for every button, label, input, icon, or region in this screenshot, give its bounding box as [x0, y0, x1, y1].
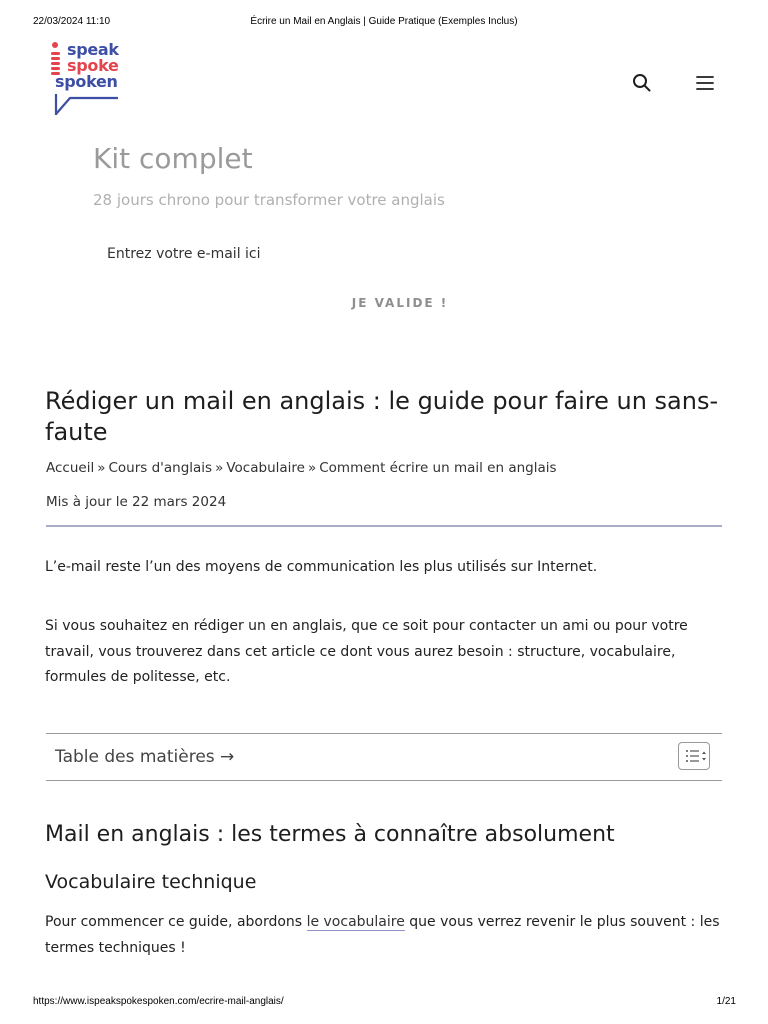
section-heading: Mail en anglais : les termes à connaître absolument	[45, 822, 615, 847]
intro-paragraph-2: Si vous souhaitez en rédiger un en anglais, que ce soit pour contacter un ami ou pour votre travail, vous trouverez dans cet article ce dont vous aurez besoin : structure, vocabulaire, formules de politesse, etc.	[45, 618, 688, 685]
logo-word-speak: speak	[67, 40, 119, 59]
site-logo[interactable]	[48, 38, 128, 120]
print-header	[0, 16, 768, 30]
subsection-heading: Vocabulaire technique	[45, 871, 257, 893]
validate-button[interactable]: JE VALIDE !	[320, 290, 480, 316]
breadcrumb-home[interactable]: Accueil	[46, 460, 95, 476]
print-footer	[0, 996, 768, 1010]
breadcrumb-current: Comment écrire un mail en anglais	[319, 460, 557, 476]
logo-word-spoken: spoken	[55, 72, 118, 91]
divider	[46, 525, 722, 527]
vocabulary-link[interactable]: le vocabulaire	[306, 914, 405, 930]
breadcrumb-vocabulary[interactable]: Vocabulaire	[226, 460, 305, 476]
body-text-end: que vous verrez revenir le plus souvent : les termes techniques !	[45, 914, 720, 956]
print-date: 22/03/2024 11:10	[33, 16, 111, 27]
logo-speech-tail-icon	[54, 90, 120, 118]
toc-list-icon	[679, 743, 709, 769]
toc-toggle-button[interactable]	[678, 742, 710, 770]
search-icon[interactable]	[631, 72, 653, 94]
table-of-contents[interactable]	[46, 733, 722, 781]
menu-icon[interactable]	[694, 72, 716, 94]
print-url: https://www.ispeakspokespoken.com/ecrire-mail-anglais/	[33, 996, 284, 1007]
intro-paragraph-1: L’e-mail reste l’un des moyens de communication les plus utilisés sur Internet.	[45, 559, 598, 575]
toc-label[interactable]: Table des matières →	[55, 747, 235, 767]
breadcrumb	[46, 460, 557, 476]
logo-word-spoke: spoke	[67, 56, 119, 75]
breadcrumb-courses[interactable]: Cours d'anglais	[108, 460, 213, 476]
email-input[interactable]	[96, 238, 667, 270]
promo-subtitle: 28 jours chrono pour transformer votre anglais	[93, 191, 445, 209]
print-page-number: 1/21	[716, 996, 736, 1007]
breadcrumb-separator: »	[307, 460, 317, 476]
body-paragraph	[45, 910, 725, 961]
body-text-start: Pour commencer ce guide, abordons	[45, 914, 307, 930]
updated-date: Mis à jour le 22 mars 2024	[46, 494, 227, 510]
article-title: Rédiger un mail en anglais : le guide pour faire un sans-faute	[45, 387, 719, 446]
promo-title: Kit complet	[93, 142, 253, 175]
breadcrumb-separator: »	[215, 460, 224, 476]
print-page-title: Écrire un Mail en Anglais | Guide Pratique (Exemples Inclus)	[250, 16, 518, 27]
breadcrumb-separator: »	[97, 460, 106, 476]
